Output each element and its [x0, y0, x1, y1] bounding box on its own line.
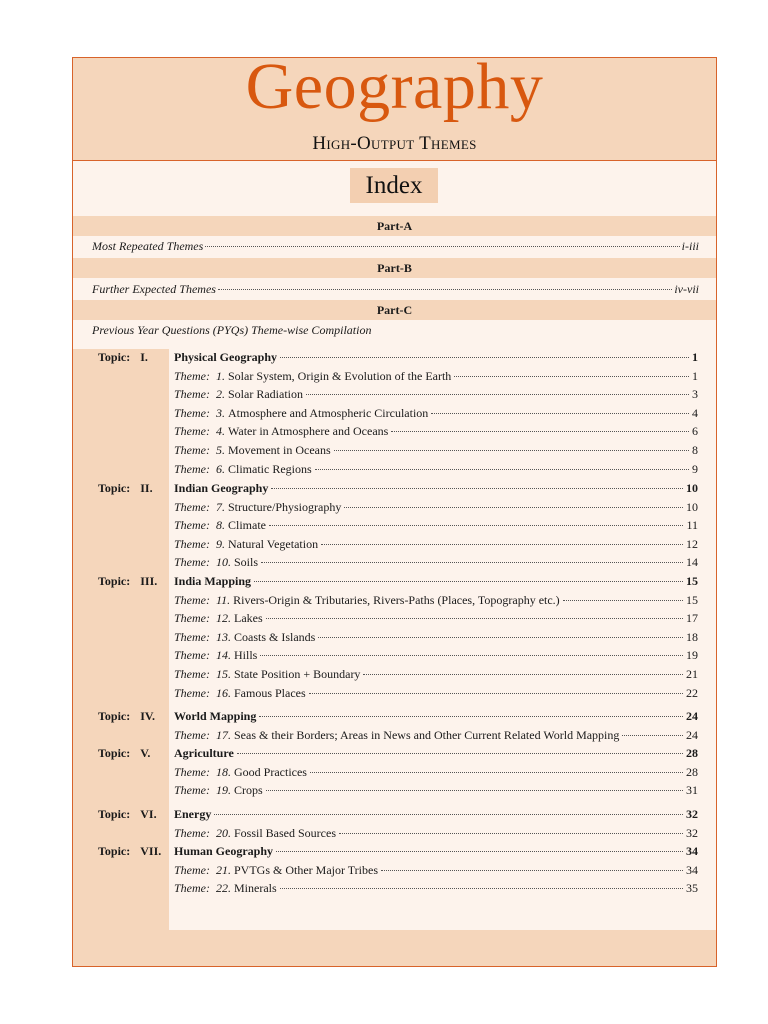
- leader-dots: [280, 357, 689, 358]
- theme-number: 1.: [216, 368, 225, 383]
- theme-title: Seas & their Borders; Areas in News and Other Current Related World Mapping: [234, 727, 620, 742]
- theme-title: Atmosphere and Atmospheric Circulation: [228, 405, 429, 420]
- theme-row[interactable]: [174, 462, 698, 477]
- leader-dots: [309, 693, 683, 694]
- leader-dots: [237, 753, 683, 754]
- theme-prefix-label: Theme:: [174, 727, 210, 742]
- leader-dots: [318, 637, 683, 638]
- leader-dots: [306, 394, 689, 395]
- topic-page: 15: [686, 574, 698, 588]
- theme-number: 10.: [216, 555, 231, 570]
- theme-prefix: [174, 765, 231, 780]
- part-c-bar: Part-C: [73, 300, 716, 320]
- theme-title: Minerals: [234, 881, 277, 896]
- leader-dots: [266, 618, 683, 619]
- theme-prefix-label: Theme:: [174, 611, 210, 626]
- topic-title: Agriculture: [174, 746, 234, 760]
- theme-page: 8: [692, 443, 698, 457]
- topic-prefix: Topic:: [98, 807, 131, 821]
- theme-row[interactable]: [174, 424, 698, 439]
- topic-label: [98, 709, 155, 724]
- theme-row[interactable]: [174, 593, 698, 608]
- theme-page: 17: [686, 611, 698, 626]
- theme-page: 34: [686, 862, 698, 877]
- theme-prefix: [174, 826, 231, 841]
- leader-dots: [622, 735, 683, 736]
- leader-dots: [363, 674, 683, 675]
- theme-prefix: [174, 611, 231, 626]
- topic-row[interactable]: [174, 807, 698, 822]
- theme-page: 24: [686, 727, 698, 742]
- topic-number: VII.: [140, 844, 162, 858]
- part-b-entry-label: Further Expected Themes: [92, 282, 216, 296]
- leader-dots: [218, 289, 672, 290]
- topic-row[interactable]: [174, 844, 698, 859]
- theme-number: 7.: [216, 499, 225, 514]
- theme-prefix: [174, 369, 225, 384]
- theme-number: 15.: [216, 667, 231, 681]
- topic-title: Energy: [174, 807, 212, 821]
- theme-prefix: [174, 686, 231, 701]
- topic-title: World Mapping: [174, 709, 257, 723]
- part-b-bar: Part-B: [73, 258, 716, 278]
- part-c-entry-label: Previous Year Questions (PYQs) Theme-wise Compilation: [92, 323, 372, 337]
- part-a-bar: Part-A: [73, 216, 716, 236]
- theme-title: Natural Vegetation: [228, 536, 319, 551]
- theme-row[interactable]: [174, 518, 698, 533]
- topic-page: 1: [692, 350, 698, 364]
- topic-title: Physical Geography: [174, 350, 278, 364]
- theme-prefix-label: Theme:: [174, 461, 210, 476]
- topic-number: IV.: [140, 709, 156, 723]
- theme-prefix-label: Theme:: [174, 592, 210, 607]
- part-b-entry-pages: iv-vii: [674, 282, 699, 296]
- theme-prefix: [174, 667, 231, 682]
- theme-prefix-label: Theme:: [174, 499, 210, 514]
- topic-prefix: Topic:: [98, 844, 131, 858]
- theme-page: 32: [686, 825, 698, 840]
- theme-number: 3.: [216, 405, 225, 420]
- theme-title: State Position + Boundary: [234, 667, 361, 681]
- theme-title: Climatic Regions: [228, 461, 312, 476]
- theme-page: 12: [686, 536, 698, 551]
- theme-row[interactable]: [174, 443, 698, 458]
- topic-row[interactable]: [174, 746, 698, 761]
- theme-row[interactable]: [174, 863, 698, 878]
- theme-title: Good Practices: [234, 764, 307, 779]
- topic-page: 24: [686, 709, 698, 723]
- theme-row[interactable]: [174, 555, 698, 570]
- leader-dots: [269, 525, 683, 526]
- theme-title: Structure/Physiography: [228, 499, 342, 514]
- theme-prefix: [174, 630, 231, 645]
- theme-number: 19.: [216, 783, 231, 798]
- theme-number: 2.: [216, 387, 225, 402]
- page-title: Geography: [245, 50, 544, 123]
- theme-page: 11: [686, 518, 698, 533]
- theme-page: 19: [686, 648, 698, 663]
- theme-prefix: [174, 783, 231, 798]
- leader-dots: [259, 716, 683, 717]
- theme-title: Fossil Based Sources: [234, 825, 336, 840]
- theme-prefix: [174, 500, 225, 515]
- leader-dots: [431, 413, 689, 414]
- topic-page: 10: [686, 481, 698, 495]
- theme-row[interactable]: [174, 667, 698, 682]
- topic-row[interactable]: [174, 709, 698, 724]
- leader-dots: [344, 507, 683, 508]
- leader-dots: [276, 851, 683, 852]
- theme-prefix-label: Theme:: [174, 862, 210, 877]
- leader-dots: [391, 431, 689, 432]
- theme-page: 28: [686, 764, 698, 779]
- theme-prefix-label: Theme:: [174, 825, 210, 840]
- theme-prefix-label: Theme:: [174, 368, 210, 383]
- theme-row[interactable]: [174, 500, 698, 515]
- theme-title: PVTGs & Other Major Tribes: [234, 862, 379, 877]
- theme-number: 11.: [216, 592, 231, 607]
- theme-prefix: [174, 648, 231, 663]
- part-a-entry[interactable]: [92, 239, 699, 254]
- theme-number: 5.: [216, 443, 225, 457]
- theme-prefix: [174, 555, 231, 570]
- theme-page: 3: [692, 387, 698, 402]
- theme-number: 8.: [216, 518, 225, 533]
- part-b-entry[interactable]: [92, 282, 699, 297]
- theme-row[interactable]: [174, 611, 698, 626]
- theme-page: 14: [686, 555, 698, 570]
- topic-label: [98, 350, 148, 365]
- theme-prefix-label: Theme:: [174, 629, 210, 644]
- theme-prefix-label: Theme:: [174, 648, 210, 663]
- theme-prefix: [174, 387, 225, 402]
- leader-dots: [381, 870, 683, 871]
- theme-row[interactable]: [174, 648, 698, 663]
- leader-dots: [321, 544, 683, 545]
- theme-page: 15: [686, 592, 698, 607]
- topic-label: [98, 481, 153, 496]
- theme-page: 21: [686, 667, 698, 681]
- topic-prefix: Topic:: [98, 481, 131, 495]
- theme-prefix-label: Theme:: [174, 685, 210, 700]
- theme-prefix-label: Theme:: [174, 783, 210, 798]
- index-heading: Index: [350, 168, 438, 203]
- leader-dots: [334, 450, 689, 451]
- topic-label: [98, 746, 150, 761]
- theme-row[interactable]: [174, 765, 698, 780]
- theme-prefix-label: Theme:: [174, 443, 210, 457]
- theme-title: Water in Atmosphere and Oceans: [228, 424, 389, 439]
- page-header: [73, 50, 716, 161]
- theme-page: 6: [692, 424, 698, 439]
- topic-number: V.: [140, 746, 151, 760]
- theme-prefix-label: Theme:: [174, 667, 210, 681]
- theme-prefix: [174, 424, 225, 439]
- topic-number: I.: [140, 350, 148, 364]
- theme-page: 35: [686, 881, 698, 896]
- theme-row[interactable]: [174, 728, 698, 743]
- topic-number: VI.: [140, 807, 157, 821]
- footer-bar: [73, 930, 716, 966]
- topic-page: 34: [686, 844, 698, 858]
- theme-page: 4: [692, 405, 698, 420]
- theme-number: 13.: [216, 629, 231, 644]
- part-a-entry-pages: i-iii: [681, 239, 699, 253]
- theme-title: Coasts & Islands: [234, 629, 316, 644]
- theme-page: 1: [692, 368, 698, 383]
- theme-prefix: [174, 462, 225, 477]
- topic-label: [98, 574, 157, 589]
- theme-number: 4.: [216, 424, 225, 439]
- theme-title: Solar Radiation: [228, 387, 303, 402]
- theme-row[interactable]: [174, 630, 698, 645]
- part-c-entry: [92, 323, 371, 338]
- theme-prefix: [174, 728, 231, 743]
- theme-row[interactable]: [174, 686, 698, 701]
- topic-number: III.: [140, 574, 158, 588]
- topic-row[interactable]: [174, 350, 698, 365]
- theme-page: 18: [686, 629, 698, 644]
- theme-row[interactable]: [174, 783, 698, 798]
- topic-label: [98, 807, 157, 822]
- theme-prefix: [174, 593, 230, 608]
- theme-page: 10: [686, 499, 698, 514]
- theme-number: 6.: [216, 461, 225, 476]
- theme-prefix-label: Theme:: [174, 424, 210, 439]
- theme-prefix-label: Theme:: [174, 536, 210, 551]
- theme-page: 31: [686, 783, 698, 798]
- leader-dots: [310, 772, 683, 773]
- leader-dots: [454, 376, 689, 377]
- topic-page: 28: [686, 746, 698, 760]
- theme-row[interactable]: [174, 537, 698, 552]
- leader-dots: [205, 246, 679, 247]
- theme-prefix: [174, 443, 225, 458]
- leader-dots: [260, 655, 683, 656]
- theme-number: 18.: [216, 764, 231, 779]
- topic-row[interactable]: [174, 574, 698, 589]
- leader-dots: [280, 888, 683, 889]
- topic-prefix: Topic:: [98, 709, 131, 723]
- topic-title: India Mapping: [174, 574, 252, 588]
- topic-prefix: Topic:: [98, 350, 131, 364]
- theme-prefix: [174, 537, 225, 552]
- topic-prefix: Topic:: [98, 746, 131, 760]
- theme-prefix-label: Theme:: [174, 405, 210, 420]
- theme-row[interactable]: [174, 406, 698, 421]
- leader-dots: [254, 581, 683, 582]
- theme-number: 22.: [216, 881, 231, 896]
- theme-number: 14.: [216, 648, 231, 663]
- topic-row[interactable]: [174, 481, 698, 496]
- theme-title: Movement in Oceans: [228, 443, 331, 457]
- topic-page: 32: [686, 807, 698, 821]
- part-a-entry-label: Most Repeated Themes: [92, 239, 204, 253]
- topic-prefix: Topic:: [98, 574, 131, 588]
- theme-prefix-label: Theme:: [174, 881, 210, 896]
- theme-number: 9.: [216, 536, 225, 551]
- theme-title: Climate: [228, 518, 266, 533]
- topic-label: [98, 844, 161, 859]
- topic-title: Human Geography: [174, 844, 274, 858]
- theme-row[interactable]: [174, 881, 698, 896]
- theme-row[interactable]: [174, 826, 698, 841]
- theme-row[interactable]: [174, 369, 698, 384]
- theme-page: 9: [692, 461, 698, 476]
- theme-title: Soils: [234, 555, 259, 570]
- theme-prefix: [174, 518, 225, 533]
- page-subtitle: High-Output Themes: [312, 133, 477, 154]
- theme-prefix-label: Theme:: [174, 555, 210, 570]
- theme-title: Famous Places: [234, 685, 306, 700]
- leader-dots: [339, 833, 683, 834]
- theme-number: 16.: [216, 685, 231, 700]
- theme-title: Rivers-Origin & Tributaries, Rivers-Paths (Places, Topography etc.): [233, 592, 560, 607]
- leader-dots: [214, 814, 683, 815]
- theme-prefix-label: Theme:: [174, 518, 210, 533]
- index-page-frame: [72, 50, 717, 967]
- leader-dots: [563, 600, 683, 601]
- theme-prefix-label: Theme:: [174, 387, 210, 402]
- leader-dots: [266, 790, 683, 791]
- topic-number: II.: [140, 481, 153, 495]
- theme-number: 12.: [216, 611, 231, 626]
- theme-title: Hills: [234, 648, 258, 663]
- theme-title: Solar System, Origin & Evolution of the Earth: [228, 368, 452, 383]
- leader-dots: [261, 562, 683, 563]
- theme-prefix: [174, 406, 225, 421]
- topic-title: Indian Geography: [174, 481, 269, 495]
- theme-number: 21.: [216, 862, 231, 877]
- topic-sidebar: [73, 349, 169, 930]
- theme-prefix: [174, 881, 231, 896]
- theme-number: 17.: [216, 727, 231, 742]
- leader-dots: [271, 488, 683, 489]
- leader-dots: [315, 469, 689, 470]
- theme-prefix: [174, 863, 231, 878]
- theme-number: 20.: [216, 825, 231, 840]
- theme-row[interactable]: [174, 387, 698, 402]
- theme-title: Crops: [234, 783, 263, 798]
- theme-page: 22: [686, 685, 698, 700]
- theme-title: Lakes: [234, 611, 263, 626]
- theme-prefix-label: Theme:: [174, 764, 210, 779]
